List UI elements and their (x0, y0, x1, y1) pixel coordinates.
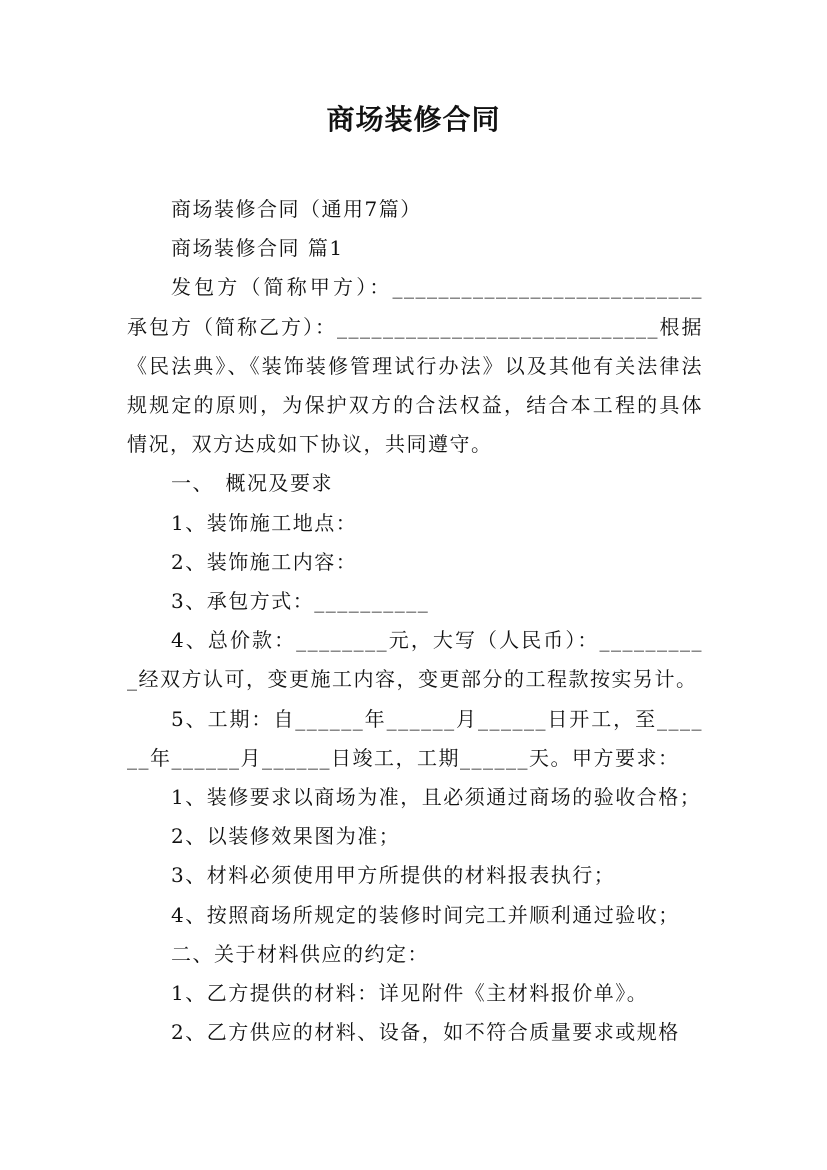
paragraph-requirement-3: 3、材料必须使用甲方所提供的材料报表执行； (171, 863, 616, 888)
paragraph-item-schedule: 5、工期：自______年______月______日开工，至______年______月______日竣工，工期______天。甲方要求： (127, 706, 703, 770)
paragraph-parties: 发包方（简称甲方）：___________________________承包方（简称乙方）：____________________________根据《民法典》、《装饰装修管理试行办法》以及其他有关法律法规规定的原则，为保护双方的合法权益，结合本工程的具体情况，双方达成如下协议，共同遵守。 (127, 275, 703, 457)
paragraph-materials-2: 2、乙方供应的材料、设备，如不符合质量要求或规格 (171, 1020, 680, 1045)
paragraph-heading-overview: 一、 概况及要求 (171, 471, 333, 496)
paragraph-subtitle: 商场装修合同（通用7篇） (171, 197, 422, 221)
paragraph-item-price: 4、总价款：________元，大写（人民币）：__________经双方认可，变更施工内容，变更部分的工程款按实另计。 (127, 628, 703, 692)
paragraph-requirement-4: 4、按照商场所规定的装修时间完工并顺利通过验收； (171, 902, 680, 927)
paragraph-section-heading: 商场装修合同 篇1 (171, 236, 344, 261)
paragraph-item-location: 1、装饰施工地点： (171, 510, 358, 535)
paragraph-requirement-1: 1、装修要求以商场为准，且必须通过商场的验收合格； (171, 785, 702, 810)
paragraph-materials-1: 1、乙方提供的材料：详见附件《主材料报价单》。 (171, 981, 649, 1006)
paragraph-item-content: 2、装饰施工内容： (171, 549, 358, 574)
document-title: 商场装修合同 (326, 103, 501, 136)
paragraph-requirement-2: 2、以装修效果图为准； (171, 824, 401, 849)
paragraph-heading-materials: 二、关于材料供应的约定： (171, 941, 429, 966)
paragraph-item-method: 3、承包方式：__________ (171, 589, 430, 614)
document-body (127, 190, 703, 1052)
